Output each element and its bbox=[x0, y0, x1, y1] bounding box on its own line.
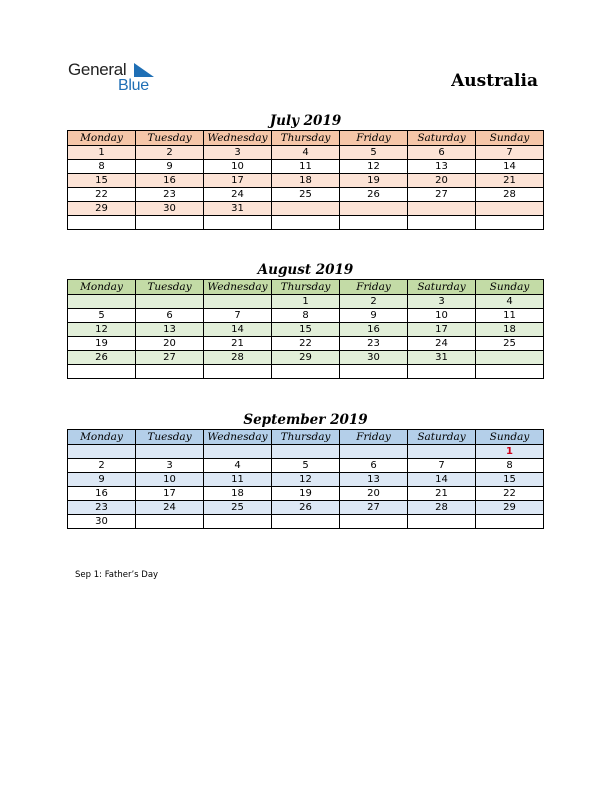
day-cell: 18 bbox=[272, 174, 340, 188]
note-item: Sep 1: Father’s Day bbox=[75, 570, 159, 580]
day-cell: 11 bbox=[204, 473, 272, 487]
week-row bbox=[68, 459, 544, 473]
month-title: July 2019 bbox=[269, 113, 342, 129]
day-cell: 21 bbox=[408, 487, 476, 501]
day-cell bbox=[340, 515, 408, 529]
day-cell: 3 bbox=[408, 295, 476, 309]
day-cell: 22 bbox=[476, 487, 544, 501]
day-cell: 2 bbox=[340, 295, 408, 309]
day-cell: 9 bbox=[68, 473, 136, 487]
day-cell bbox=[136, 515, 204, 529]
week-row bbox=[68, 202, 544, 216]
day-cell: 28 bbox=[204, 351, 272, 365]
week-row bbox=[68, 309, 544, 323]
day-cell: 30 bbox=[340, 351, 408, 365]
week-row bbox=[68, 188, 544, 202]
day-cell: 1 bbox=[476, 445, 544, 459]
day-cell: 8 bbox=[68, 160, 136, 174]
day-cell: 27 bbox=[408, 188, 476, 202]
day-cell bbox=[408, 216, 476, 230]
day-cell bbox=[272, 445, 340, 459]
holiday-notes bbox=[75, 570, 158, 580]
weekday-header: Wednesday bbox=[204, 131, 272, 146]
week-row bbox=[68, 501, 544, 515]
day-cell bbox=[204, 216, 272, 230]
day-cell: 20 bbox=[408, 174, 476, 188]
weekday-header: Thursday bbox=[272, 131, 340, 146]
day-cell bbox=[340, 216, 408, 230]
week-row bbox=[68, 337, 544, 351]
weekday-header: Friday bbox=[340, 430, 408, 445]
day-cell: 7 bbox=[204, 309, 272, 323]
day-cell: 30 bbox=[136, 202, 204, 216]
calendar-grid bbox=[67, 130, 544, 230]
day-cell: 29 bbox=[68, 202, 136, 216]
weekday-header: Sunday bbox=[476, 430, 544, 445]
weekday-header: Monday bbox=[68, 131, 136, 146]
day-cell: 12 bbox=[340, 160, 408, 174]
day-cell: 12 bbox=[272, 473, 340, 487]
weekday-header: Sunday bbox=[476, 280, 544, 295]
day-cell: 22 bbox=[68, 188, 136, 202]
week-row bbox=[68, 323, 544, 337]
day-cell: 19 bbox=[272, 487, 340, 501]
day-cell: 23 bbox=[340, 337, 408, 351]
day-cell: 10 bbox=[136, 473, 204, 487]
day-cell bbox=[272, 202, 340, 216]
day-cell: 20 bbox=[136, 337, 204, 351]
day-cell: 3 bbox=[136, 459, 204, 473]
logo-text-blue: Blue bbox=[118, 77, 149, 94]
weekday-header: Tuesday bbox=[136, 131, 204, 146]
day-cell: 26 bbox=[272, 501, 340, 515]
day-cell bbox=[136, 295, 204, 309]
weekday-header: Thursday bbox=[272, 280, 340, 295]
day-cell: 28 bbox=[408, 501, 476, 515]
day-cell bbox=[68, 365, 136, 379]
day-cell: 21 bbox=[204, 337, 272, 351]
day-cell: 23 bbox=[136, 188, 204, 202]
day-cell bbox=[408, 515, 476, 529]
day-cell bbox=[136, 445, 204, 459]
day-cell: 6 bbox=[340, 459, 408, 473]
day-cell: 18 bbox=[476, 323, 544, 337]
week-row bbox=[68, 351, 544, 365]
day-cell: 5 bbox=[272, 459, 340, 473]
day-cell: 14 bbox=[476, 160, 544, 174]
day-cell: 16 bbox=[136, 174, 204, 188]
day-cell: 30 bbox=[68, 515, 136, 529]
day-cell: 9 bbox=[340, 309, 408, 323]
day-cell: 24 bbox=[408, 337, 476, 351]
day-cell: 27 bbox=[136, 351, 204, 365]
weekday-header: Tuesday bbox=[136, 430, 204, 445]
day-cell: 31 bbox=[204, 202, 272, 216]
day-cell: 15 bbox=[68, 174, 136, 188]
day-cell bbox=[204, 365, 272, 379]
day-cell: 8 bbox=[272, 309, 340, 323]
day-cell: 1 bbox=[68, 146, 136, 160]
weekday-header: Wednesday bbox=[204, 280, 272, 295]
day-cell: 25 bbox=[476, 337, 544, 351]
weekday-header-row bbox=[68, 280, 544, 295]
day-cell: 19 bbox=[340, 174, 408, 188]
day-cell bbox=[476, 515, 544, 529]
day-cell bbox=[68, 445, 136, 459]
weekday-header: Friday bbox=[340, 280, 408, 295]
day-cell: 23 bbox=[68, 501, 136, 515]
weekday-header: Tuesday bbox=[136, 280, 204, 295]
day-cell: 25 bbox=[272, 188, 340, 202]
week-row bbox=[68, 216, 544, 230]
day-cell: 14 bbox=[204, 323, 272, 337]
day-cell: 18 bbox=[204, 487, 272, 501]
day-cell bbox=[204, 445, 272, 459]
day-cell: 29 bbox=[272, 351, 340, 365]
day-cell bbox=[408, 445, 476, 459]
week-row bbox=[68, 515, 544, 529]
week-row bbox=[68, 174, 544, 188]
day-cell: 5 bbox=[68, 309, 136, 323]
weekday-header: Saturday bbox=[408, 131, 476, 146]
day-cell: 13 bbox=[136, 323, 204, 337]
day-cell: 20 bbox=[340, 487, 408, 501]
day-cell: 14 bbox=[408, 473, 476, 487]
day-cell: 12 bbox=[68, 323, 136, 337]
calendar-grid bbox=[67, 429, 544, 529]
day-cell bbox=[204, 515, 272, 529]
day-cell: 11 bbox=[476, 309, 544, 323]
day-cell: 10 bbox=[204, 160, 272, 174]
weekday-header: Friday bbox=[340, 131, 408, 146]
day-cell bbox=[272, 216, 340, 230]
day-cell bbox=[272, 365, 340, 379]
day-cell: 4 bbox=[204, 459, 272, 473]
day-cell bbox=[68, 295, 136, 309]
week-row bbox=[68, 487, 544, 501]
day-cell: 4 bbox=[476, 295, 544, 309]
day-cell: 8 bbox=[476, 459, 544, 473]
day-cell: 19 bbox=[68, 337, 136, 351]
day-cell bbox=[408, 365, 476, 379]
day-cell: 26 bbox=[340, 188, 408, 202]
day-cell bbox=[204, 295, 272, 309]
day-cell: 4 bbox=[272, 146, 340, 160]
day-cell: 2 bbox=[68, 459, 136, 473]
day-cell: 15 bbox=[272, 323, 340, 337]
day-cell: 2 bbox=[136, 146, 204, 160]
week-row bbox=[68, 160, 544, 174]
day-cell bbox=[408, 202, 476, 216]
month-september bbox=[67, 411, 544, 529]
week-row bbox=[68, 295, 544, 309]
week-row bbox=[68, 473, 544, 487]
day-cell bbox=[340, 445, 408, 459]
week-row bbox=[68, 146, 544, 160]
day-cell: 11 bbox=[272, 160, 340, 174]
day-cell bbox=[136, 216, 204, 230]
logo-flag-icon bbox=[134, 63, 154, 77]
day-cell bbox=[340, 202, 408, 216]
day-cell bbox=[476, 365, 544, 379]
week-row bbox=[68, 365, 544, 379]
weekday-header: Monday bbox=[68, 430, 136, 445]
day-cell: 16 bbox=[340, 323, 408, 337]
weekday-header-row bbox=[68, 430, 544, 445]
weekday-header: Monday bbox=[68, 280, 136, 295]
day-cell: 7 bbox=[476, 146, 544, 160]
day-cell bbox=[340, 365, 408, 379]
calendar-grid bbox=[67, 279, 544, 379]
month-july bbox=[67, 112, 544, 230]
day-cell: 17 bbox=[204, 174, 272, 188]
day-cell: 15 bbox=[476, 473, 544, 487]
day-cell: 31 bbox=[408, 351, 476, 365]
weekday-header: Thursday bbox=[272, 430, 340, 445]
day-cell: 3 bbox=[204, 146, 272, 160]
day-cell bbox=[476, 202, 544, 216]
day-cell: 13 bbox=[340, 473, 408, 487]
weekday-header: Sunday bbox=[476, 131, 544, 146]
day-cell: 6 bbox=[408, 146, 476, 160]
day-cell bbox=[476, 216, 544, 230]
day-cell: 16 bbox=[68, 487, 136, 501]
day-cell bbox=[272, 515, 340, 529]
month-august bbox=[67, 261, 544, 379]
month-title: September 2019 bbox=[243, 412, 368, 428]
day-cell: 28 bbox=[476, 188, 544, 202]
country-title: Australia bbox=[451, 71, 538, 91]
weekday-header: Saturday bbox=[408, 280, 476, 295]
brand-logo bbox=[68, 60, 168, 96]
day-cell: 27 bbox=[340, 501, 408, 515]
day-cell bbox=[476, 351, 544, 365]
day-cell: 24 bbox=[136, 501, 204, 515]
day-cell: 17 bbox=[408, 323, 476, 337]
day-cell: 6 bbox=[136, 309, 204, 323]
week-row bbox=[68, 445, 544, 459]
day-cell: 10 bbox=[408, 309, 476, 323]
day-cell: 5 bbox=[340, 146, 408, 160]
day-cell: 24 bbox=[204, 188, 272, 202]
day-cell: 17 bbox=[136, 487, 204, 501]
logo-text-general: General bbox=[68, 60, 127, 79]
day-cell: 1 bbox=[272, 295, 340, 309]
day-cell bbox=[136, 365, 204, 379]
weekday-header: Saturday bbox=[408, 430, 476, 445]
day-cell: 25 bbox=[204, 501, 272, 515]
day-cell bbox=[68, 216, 136, 230]
weekday-header-row bbox=[68, 131, 544, 146]
day-cell: 13 bbox=[408, 160, 476, 174]
day-cell: 9 bbox=[136, 160, 204, 174]
day-cell: 26 bbox=[68, 351, 136, 365]
day-cell: 22 bbox=[272, 337, 340, 351]
weekday-header: Wednesday bbox=[204, 430, 272, 445]
day-cell: 29 bbox=[476, 501, 544, 515]
month-title: August 2019 bbox=[257, 262, 354, 278]
day-cell: 21 bbox=[476, 174, 544, 188]
day-cell: 7 bbox=[408, 459, 476, 473]
